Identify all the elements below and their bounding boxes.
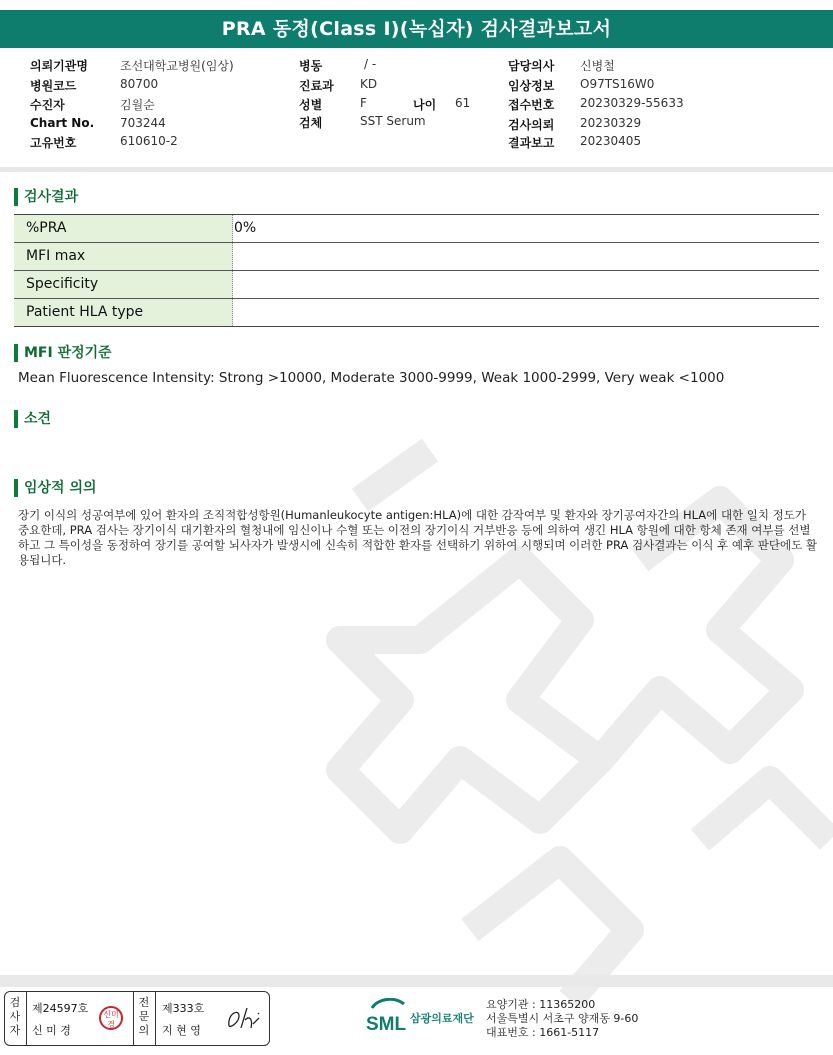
chart-no-value: 703244	[120, 116, 166, 130]
request-date-label: 검사의뢰	[508, 118, 555, 132]
significance-heading-text: 임상적 의의	[24, 480, 97, 496]
table-row	[14, 298, 819, 326]
tester-license-no: 제24597호	[32, 1002, 89, 1015]
report-title: PRA 동정(Class I)(녹십자) 검사결과보고서	[0, 10, 833, 48]
divider	[155, 992, 156, 1045]
specimen-value: SST Serum	[360, 114, 426, 128]
section-marker	[14, 188, 18, 206]
doctor-label: 담당의사	[508, 59, 555, 73]
info-panel	[0, 52, 833, 167]
reception-no-value: 20230329-55633	[580, 96, 684, 110]
report-date-label: 결과보고	[508, 136, 555, 150]
mfi-heading-text: MFI 판정기준	[24, 345, 112, 361]
report-date-value: 20230405	[580, 134, 642, 148]
ward-value: / -	[364, 57, 377, 71]
result-label: %PRA	[14, 215, 233, 242]
age-value: 61	[455, 96, 471, 110]
result-value: 0%	[234, 220, 257, 236]
ward-label: 병동	[299, 59, 323, 73]
doctor-value: 신병철	[580, 59, 615, 73]
sml-logo-text: SML	[366, 1014, 407, 1035]
institution-code-line: 요양기관 : 11365200	[486, 998, 596, 1011]
clinical-significance-text: 장기 이식의 성공여부에 있어 환자의 조직적합성항원(Humanleukocyte antigen:HLA)에 대한 감작여부 및 환자와 장기공여자간의 HLA에 대한 일치 정도가 중요한데, PRA 검사는 장기이식 대기환자의 혈청내에 임신이나 수혈 또는 이전의 장기이식 거부반응 등에 의하여 생긴 HLA 항원에 대한 항체 존재 여부를 선별하고 그 특이성을 동정하여 장기를 공여할 뇌사자가 발생시에 신속히 적합한 환자를 선택하기 위하여 시행되며 이러한 PRA 검사결과는 이식 후 예후 판단에도 활용됩니다.	[18, 508, 817, 567]
age-label: 나이	[413, 98, 437, 112]
table-row	[14, 215, 819, 242]
patient-label: 수진자	[30, 98, 65, 112]
table-row	[14, 242, 819, 270]
results-heading-text: 검사결과	[24, 189, 79, 205]
clinical-info-label: 임상정보	[508, 79, 555, 93]
results-table	[14, 214, 819, 327]
sex-value: F	[360, 96, 367, 110]
result-label: MFI max	[14, 243, 233, 270]
request-date-value: 20230329	[580, 116, 642, 130]
department-label: 진료과	[299, 79, 334, 93]
institution-label: 의뢰기관명	[30, 59, 88, 73]
hospital-code-label: 병원코드	[30, 79, 77, 93]
specimen-label: 검체	[299, 116, 323, 130]
specialist-vertical-label: 전문의	[138, 996, 150, 1037]
institution-value: 조선대학교병원(임상)	[120, 59, 234, 73]
tester-name: 신 미 경	[32, 1024, 71, 1037]
unique-no-value: 610610-2	[120, 134, 178, 148]
section-marker	[14, 410, 18, 428]
address-line: 서울특별시 서초구 양재동 9-60	[486, 1012, 639, 1025]
organization-name: 삼광의료재단	[410, 1012, 474, 1025]
specialist-signature	[225, 1004, 263, 1034]
opinion-heading-text: 소견	[24, 411, 52, 427]
chart-no-label: Chart No.	[30, 116, 95, 130]
mfi-criteria-text: Mean Fluorescence Intensity: Strong >10000, Moderate 3000-9999, Weak 1000-2999, Very weak <1000	[18, 370, 725, 386]
patient-value: 김월순	[120, 98, 155, 112]
section-marker	[14, 479, 18, 497]
hospital-code-value: 80700	[120, 77, 159, 91]
contact-info	[486, 998, 638, 1040]
specialist-name: 지 현 영	[162, 1024, 201, 1037]
divider	[133, 992, 134, 1045]
specialist-license-no: 제333호	[162, 1002, 205, 1015]
divider	[26, 992, 27, 1045]
tester-vertical-label: 검사자	[9, 996, 21, 1037]
footer-band	[0, 975, 833, 987]
signature-box	[4, 991, 270, 1046]
info-separator	[0, 167, 833, 172]
unique-no-label: 고유번호	[30, 136, 77, 150]
result-label: Patient HLA type	[14, 299, 233, 326]
result-label: Specificity	[14, 271, 233, 298]
department-value: KD	[360, 77, 378, 91]
phone-line: 대표번호 : 1661-5117	[486, 1026, 600, 1039]
table-row	[14, 270, 819, 298]
clinical-info-value: O97TS16W0	[580, 77, 655, 91]
sex-label: 성별	[299, 98, 323, 112]
tester-seal-stamp: 신미경	[99, 1006, 123, 1030]
section-marker	[14, 344, 18, 362]
reception-no-label: 접수번호	[508, 98, 555, 112]
